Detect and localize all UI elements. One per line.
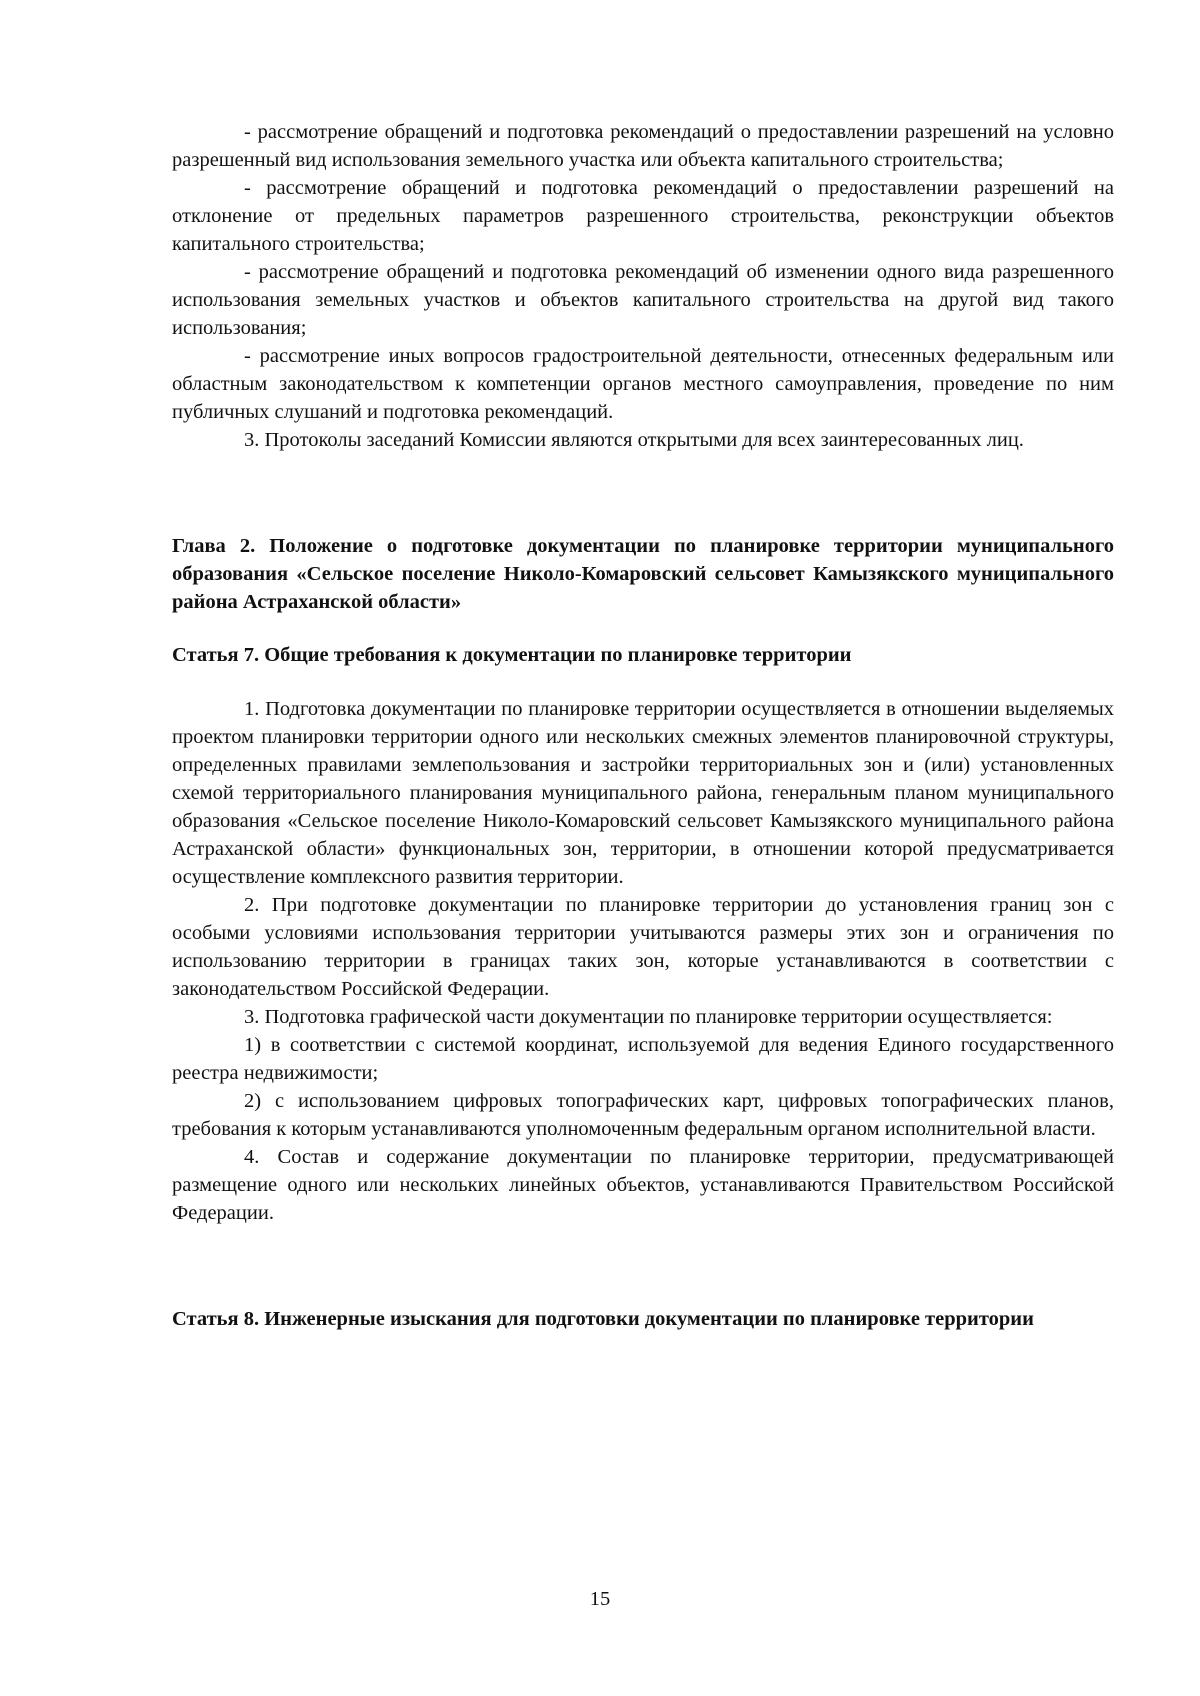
spacer (172, 1227, 1114, 1305)
spacer (172, 669, 1114, 695)
intro-item: - рассмотрение обращений и подготовка рекомендаций о предоставлении разрешений на условно разрешенный вид использования земельного участка или объекта капитального строительства; (172, 121, 1114, 171)
chapter-2-heading: Глава 2. Положение о подготовке документации по планировке территории муниципального образования «Сельское поселение Николо-Комаровский сельсовет Камызякского муниципального района Астраханской области» (172, 535, 1114, 613)
intro-item: 3. Протоколы заседаний Комиссии являются открытыми для всех заинтересованных лиц. (244, 429, 1024, 451)
spacer (172, 454, 1114, 532)
article-7-paragraph: 1) в соответствии с системой координат, используемой для ведения Единого государственного реестра недвижимости; (172, 1034, 1114, 1084)
intro-item: - рассмотрение обращений и подготовка рекомендаций о предоставлении разрешений на отклонение от предельных параметров разрешенного строительства, реконструкции объектов капитального строительства; (172, 177, 1114, 255)
article-7-paragraph: 2) с использованием цифровых топографических карт, цифровых топографических планов, требования к которым устанавливаются уполномоченным федеральным органом исполнительной власти. (172, 1090, 1114, 1140)
article-7-paragraph: 1. Подготовка документации по планировке территории осуществляется в отношении выделяемых проектом планировки территории одного или нескольких смежных элементов планировочной структуры, определенных правилами землепользования и застройки территориальных зон и (или) установленных схемой территориального планирования муниципального района, генеральным планом муниципального образования «Сельское поселение Николо-Комаровский сельсовет Камызякского муниципального района Астраханской области» функциональных зон, территории, в отношении которой предусматривается осуществление комплексного развития территории. (172, 698, 1114, 888)
page-content (172, 118, 1114, 1333)
article-8-heading: Статья 8. Инженерные изыскания для подготовки документации по планировке территории (172, 1308, 1034, 1330)
intro-item: - рассмотрение иных вопросов градостроительной деятельности, отнесенных федеральным или областным законодательством к компетенции органов местного самоуправления, проведение по ним публичных слушаний и подготовка рекомендаций. (172, 345, 1114, 423)
article-7-paragraph: 2. При подготовке документации по планировке территории до установления границ зон с особыми условиями использования территории учитываются размеры этих зон и ограничения по использованию территории в границах таких зон, которые устанавливаются в соответствии с законодательством Российской Федерации. (172, 894, 1114, 1000)
article-7-paragraph: 4. Состав и содержание документации по планировке территории, предусматривающей размещение одного или нескольких линейных объектов, устанавливаются Правительством Российской Федерации. (172, 1146, 1114, 1224)
article-7-heading: Статья 7. Общие требования к документации по планировке территории (172, 644, 852, 666)
article-7-paragraph: 3. Подготовка графической части документации по планировке территории осуществляется: (244, 1006, 1053, 1028)
page-number: 15 (589, 1588, 611, 1610)
intro-item: - рассмотрение обращений и подготовка рекомендаций об изменении одного вида разрешенного использования земельных участков и объектов капитального строительства на другой вид такого использования; (172, 261, 1114, 339)
spacer (172, 616, 1114, 641)
